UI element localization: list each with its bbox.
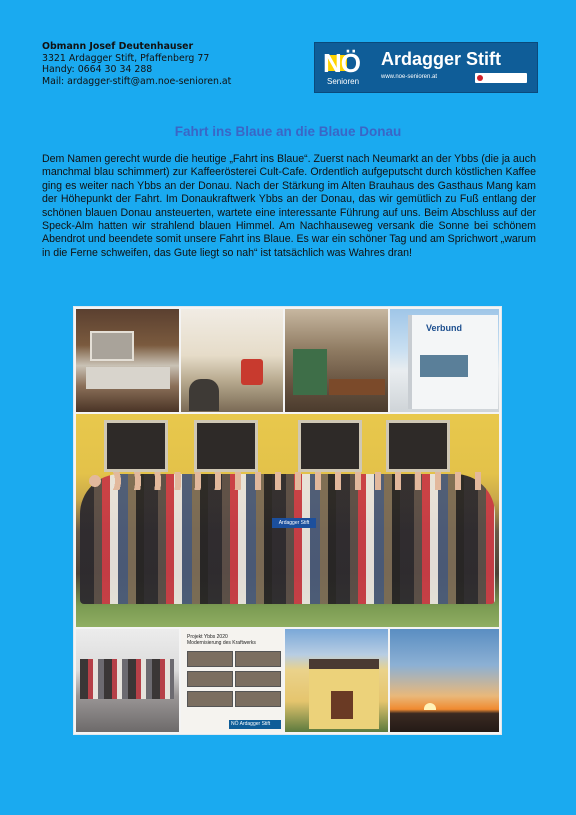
photo-project-poster — [181, 629, 283, 732]
photo-plant-tour — [76, 629, 179, 732]
contact-phone: Handy: 0664 30 34 288 — [42, 64, 153, 76]
logo-title: Ardagger Stift — [381, 49, 502, 69]
poster-title: Projekt Ybbs 2020 Modernisierung des Kraftwerks — [187, 634, 256, 646]
logo-mark-text: NÖ — [323, 48, 360, 78]
noe-senioren-logo — [314, 42, 538, 93]
article-heading: Fahrt ins Blaue an die Blaue Donau — [174, 124, 402, 139]
photo-power-plant — [390, 309, 499, 412]
photo-restaurant-table — [285, 309, 388, 412]
contact-name: Obmann Josef Deutenhauser — [42, 41, 194, 52]
noe-mark — [319, 46, 375, 89]
photo-speck-alm — [285, 629, 388, 732]
contact-mail: Mail: ardagger-stift@am.noe-senioren.at — [42, 75, 232, 87]
article-body: Dem Namen gerecht wurde die heutige „Fahrt ins Blaue“. Zuerst nach Neumarkt an der Ybbs (die ja auch manchmal blau schimmert) zur Kaffeerösterei Cult-Cafe. Ordentlich aufgeputscht durch köstlichen Kaffee ging es weiter nach Ybbs an der Donau. Nach der Stärkung im Alten Brauhaus des Gasthaus Mang kam der Höhepunkt der Fahrt. Im Donaukraftwerk Ybbs an der Donau, das wir gemütlich zu Fuß entlang der schönen blauen Donau ansteuerten, wartete eine interessante Führung auf uns. Beim Abschluss auf der Speck-Alm hatten wir strahlend blauen Himmel. Am Nachhauseweg versank die Sonne bei schönem Abendrot und beendete somit unsere Fahrt ins Blaue. Es war ein schöner Tag und am Sprichwort „warum in die Ferne schweifen, das Gute liegt so nah“ ist tatsächlich was Wahres dran! — [42, 153, 536, 259]
contact-address: 3321 Ardagger Stift, Pfaffenberg 77 — [42, 52, 210, 64]
noe-flag-badge — [475, 73, 527, 83]
group-banner: Ardagger Stift — [272, 518, 316, 528]
photo-collage — [73, 306, 502, 735]
poster-logo: NÖ Ardagger Stift — [229, 720, 281, 729]
photo-cafe-interior — [181, 309, 283, 412]
photo-sunset — [390, 629, 499, 732]
logo-url: www.noe-senioren.at — [381, 74, 438, 80]
contact-block — [42, 41, 231, 87]
logo-sub-text: Senioren — [327, 77, 360, 86]
photo-coffee-roastery — [76, 309, 179, 412]
photo-group — [76, 414, 499, 627]
verbund-sign: Verbund — [426, 323, 463, 333]
